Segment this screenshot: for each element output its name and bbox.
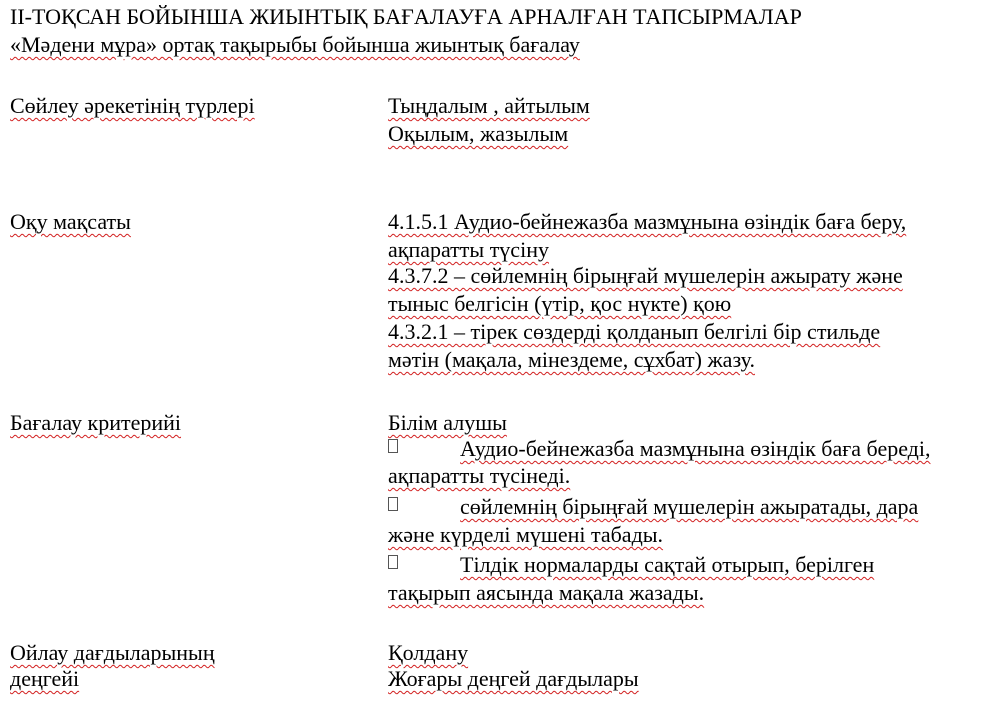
criteria-item-text: тақырып аясында мақала жазады. — [388, 580, 705, 605]
learning-goal-line-6 — [388, 347, 755, 373]
speech-types-line-2 — [388, 121, 568, 147]
criteria-item-text: Аудио-бейнежазба мазмұнына өзіндік баға береді, — [460, 436, 931, 461]
bullet-box-icon — [388, 436, 460, 462]
thinking-skills-label-text: деңгейі — [10, 666, 80, 691]
criteria-item-text: ақпаратты түсінеді. — [388, 463, 571, 488]
criteria-label-text: Бағалау критерийі — [10, 410, 182, 435]
speech-types-label-text: Сөйлеу әрекетінің түрлері — [10, 93, 255, 118]
document-subtitle — [10, 32, 580, 58]
document-subtitle-text: «Мәдени мұра» ортақ тақырыбы бойынша жиынтық бағалау — [10, 32, 580, 57]
criteria-item-1-cont — [388, 463, 570, 489]
criteria-label — [10, 410, 181, 436]
criteria-item-1 — [388, 436, 931, 462]
criteria-intro-text: Білім алушы — [388, 410, 507, 435]
learning-goal-text: ақпаратты түсіну — [388, 237, 549, 262]
criteria-item-text: сөйлемнің бірыңғай мүшелерін ажыратады, дара — [460, 494, 919, 519]
speech-types-line-1 — [388, 93, 590, 119]
learning-goals-label-text: Оқу мақсаты — [10, 209, 131, 234]
speech-types-value: Оқылым, жазылым — [388, 121, 569, 146]
document-title-text: ІІ-ТОҚСАН БОЙЫНША ЖИЫНТЫҚ БАҒАЛАУҒА АРНАЛҒАН ТАПСЫРМАЛАР — [10, 4, 802, 29]
learning-goal-line-3 — [388, 263, 903, 289]
learning-goal-line-2 — [388, 237, 549, 263]
thinking-skills-label-text: Ойлау дағдыларының — [10, 640, 215, 665]
criteria-item-text: және күрделі мүшені табады. — [388, 522, 664, 547]
learning-goals-label — [10, 209, 131, 235]
learning-goal-text: тыныс белгісін (үтір, қос нүкте) қою — [388, 291, 732, 316]
learning-goal-line-4 — [388, 291, 731, 317]
thinking-skills-line-2 — [388, 666, 639, 692]
criteria-intro — [388, 410, 507, 436]
criteria-item-3 — [388, 552, 874, 578]
thinking-skills-line-1 — [388, 640, 468, 666]
bullet-box-icon — [388, 494, 460, 520]
speech-types-label — [10, 93, 255, 119]
thinking-skills-label-1 — [10, 640, 215, 666]
criteria-item-text: Тілдік нормаларды сақтай отырып, берілген — [460, 552, 875, 577]
learning-goal-line-5 — [388, 319, 880, 345]
learning-goal-line-1 — [388, 209, 906, 235]
criteria-item-3-cont — [388, 580, 704, 606]
thinking-skills-label-2 — [10, 666, 79, 692]
learning-goal-text: 4.1.5.1 Аудио-бейнежазба мазмұнына өзіндік баға беру, — [388, 209, 907, 234]
thinking-skills-value: Жоғары деңгей дағдылары — [388, 666, 639, 691]
learning-goal-text: 4.3.7.2 – сөйлемнің бірыңғай мүшелерін ажырату және — [388, 263, 903, 288]
thinking-skills-value: Қолдану — [388, 640, 469, 665]
speech-types-value: Тыңдалым , айтылым — [388, 93, 590, 118]
criteria-item-2-cont — [388, 522, 663, 548]
learning-goal-text: мәтін (мақала, мінездеме, сұхбат) жазу. — [388, 347, 755, 372]
document-title — [10, 4, 802, 30]
bullet-box-icon — [388, 552, 460, 578]
learning-goal-text: 4.3.2.1 – тірек сөздерді қолданып белгілі бір стильде — [388, 319, 881, 344]
criteria-item-2 — [388, 494, 918, 520]
